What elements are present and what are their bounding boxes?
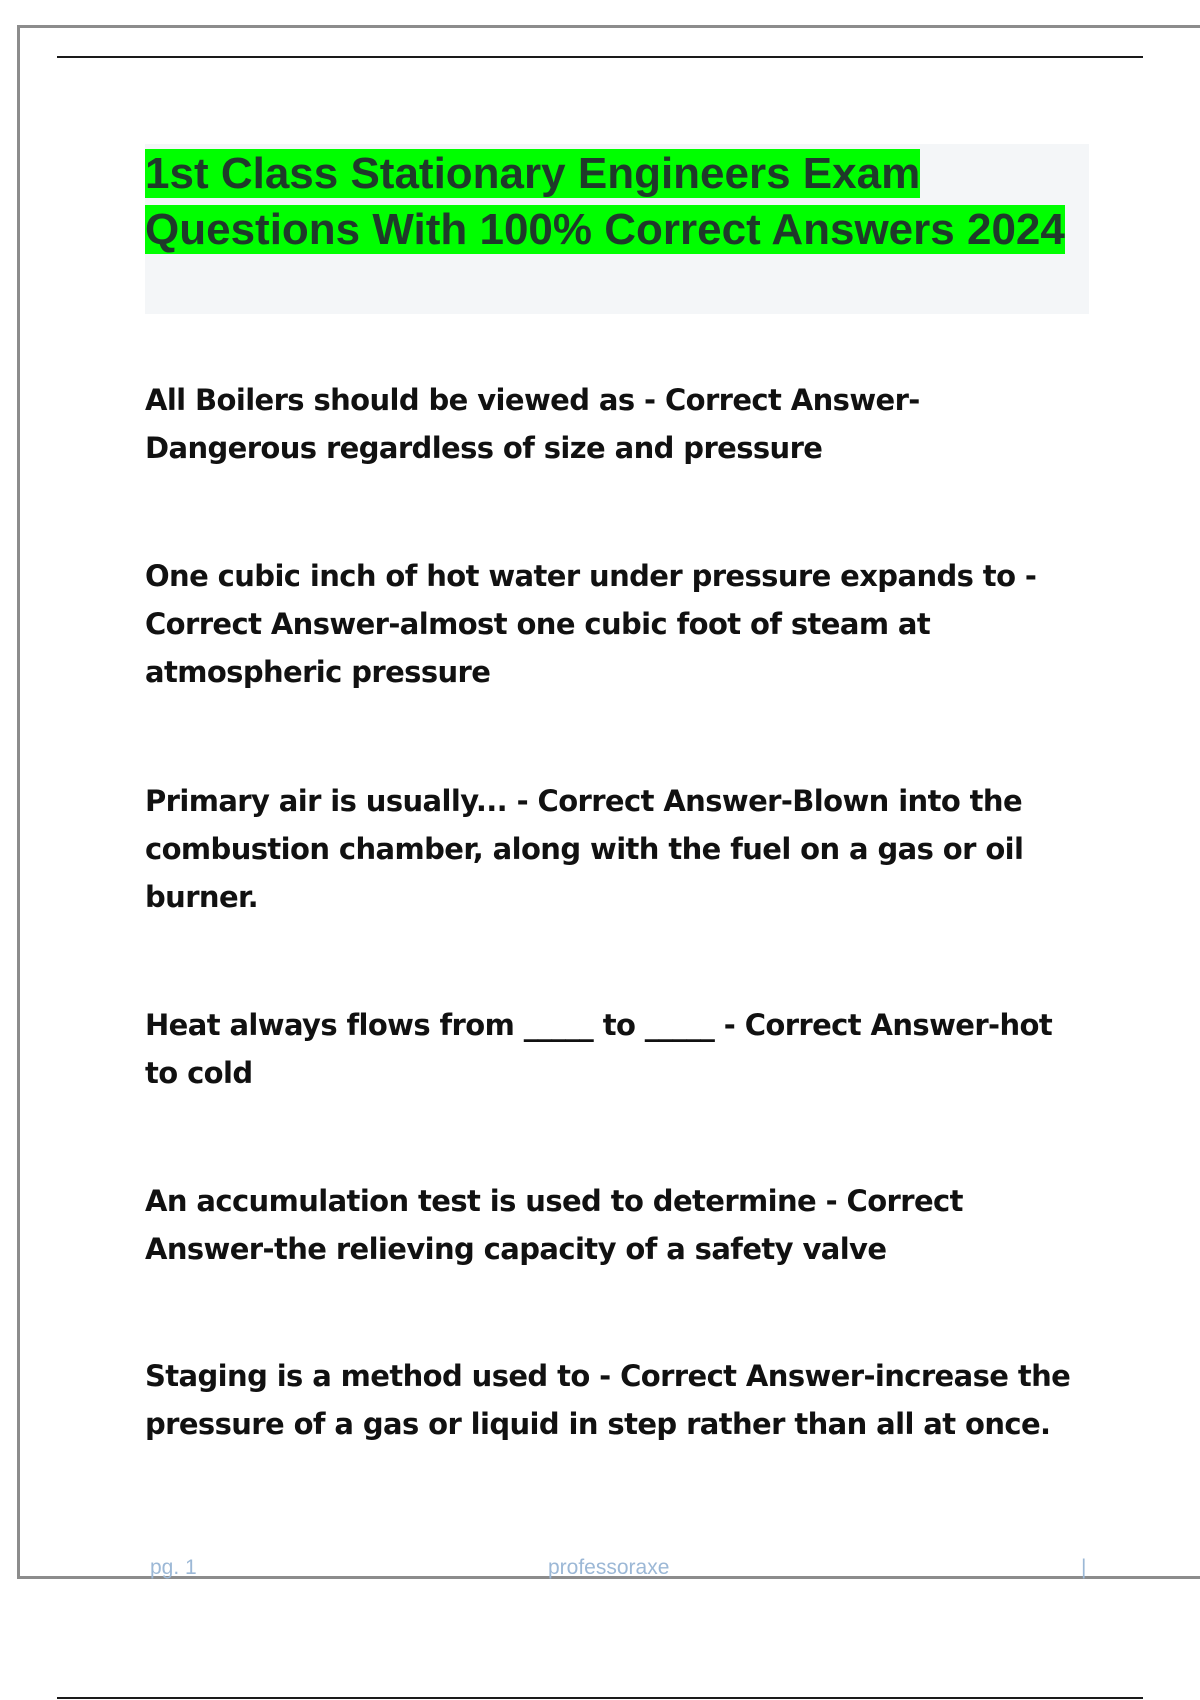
qa-item-4: Heat always flows from _____ to _____ - Correct Answer-hot to cold (145, 1008, 1053, 1090)
qa-item-2: One cubic inch of hot water under pressure expands to - Correct Answer-almost one cubic foot of steam at atmospheric pressure (145, 559, 1037, 689)
bottom-rule (57, 1697, 1143, 1699)
qa-item-6: Staging is a method used to - Correct Answer-increase the pressure of a gas or liquid in step rather than all at once. (145, 1359, 1071, 1441)
footer-page-number: pg. 1 (150, 1556, 197, 1579)
title-highlight: 1st Class Stationary Engineers Exam Questions With 100% Correct Answers 2024 (145, 149, 1065, 254)
footer-author: professoraxe (548, 1556, 670, 1579)
document-title (145, 146, 1089, 258)
qa-item-1: All Boilers should be viewed as - Correct Answer-Dangerous regardless of size and pressure (145, 383, 920, 465)
qa-item-5: An accumulation test is used to determine - Correct Answer-the relieving capacity of a safety valve (145, 1184, 963, 1266)
footer-separator: | (1081, 1556, 1087, 1579)
qa-item-3: Primary air is usually... - Correct Answer-Blown into the combustion chamber, along with the fuel on a gas or oil burner. (145, 784, 1024, 914)
top-rule (57, 56, 1143, 58)
